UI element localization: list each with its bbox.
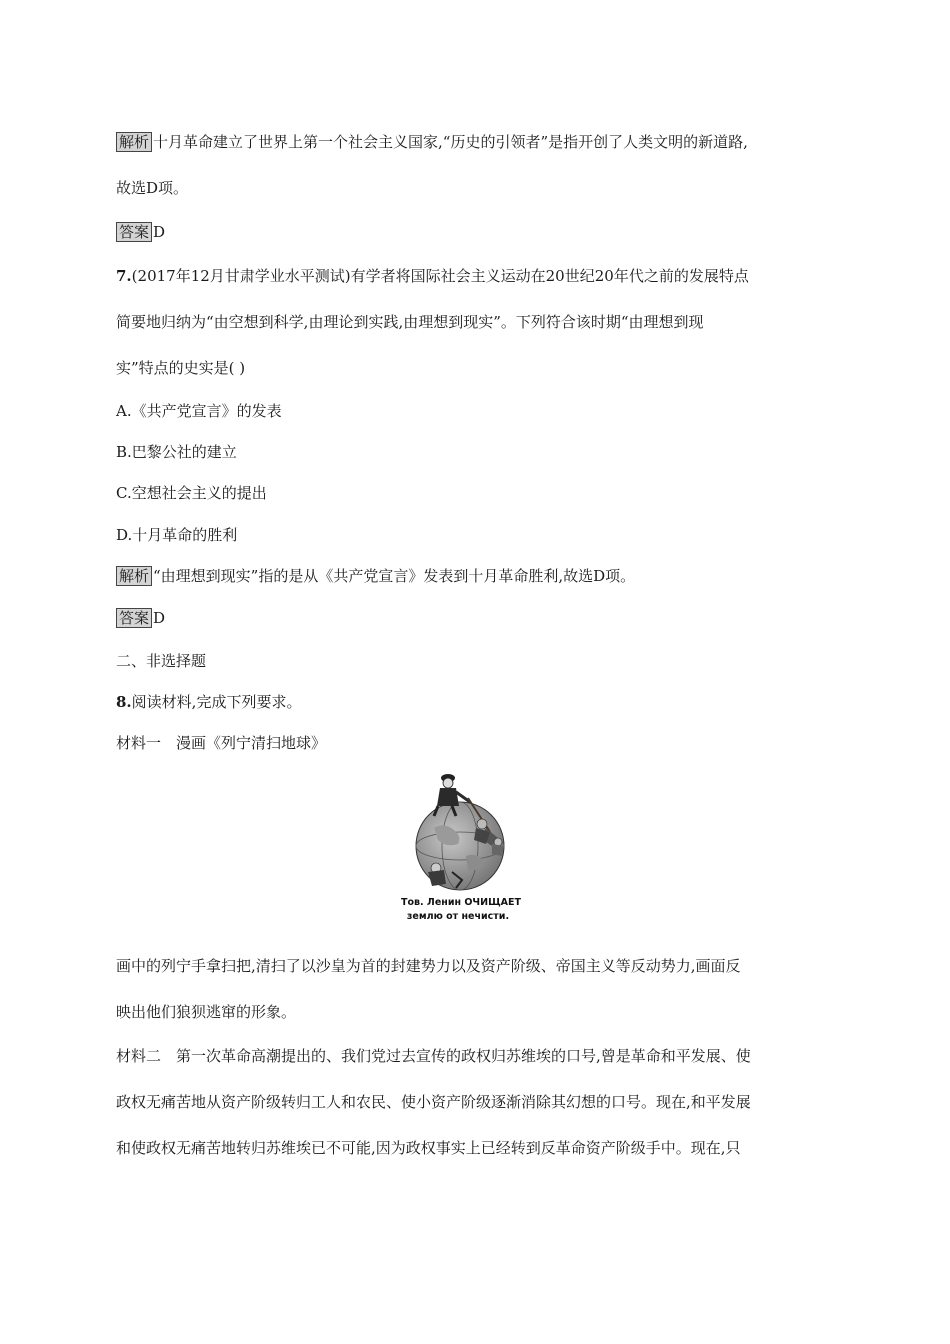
q7-number: 7. — [116, 267, 132, 285]
q6-analysis-line2: 故选D项。 — [116, 179, 189, 197]
q8-material2-line2: 政权无痛苦地从资产阶级转归工人和农民、使小资产阶级逐渐消除其幻想的口号。现在,和平发展 — [116, 1093, 751, 1111]
q8-material2-line3: 和使政权无痛苦地转归苏维埃已不可能,因为政权事实上已经转到反革命资产阶级手中。现在,只 — [116, 1139, 741, 1157]
q7-option-c: C.空想社会主义的提出 — [116, 484, 267, 502]
analysis-label: 解析 — [116, 566, 152, 586]
answer-label: 答案 — [116, 222, 152, 242]
answer-label: 答案 — [116, 608, 152, 628]
q7-answer-value: D — [153, 609, 166, 627]
q6-analysis-line1 — [116, 132, 748, 152]
q7-stem-line3: 实”特点的史实是( ) — [116, 359, 246, 377]
q6-answer — [116, 222, 165, 242]
q6-analysis-text: 十月革命建立了世界上第一个社会主义国家,“历史的引领者”是指开创了人类文明的新道路, — [153, 133, 748, 151]
q7-analysis — [116, 566, 635, 586]
cartoon-caption-line2: землю от нечисти. — [406, 911, 510, 922]
q7-analysis-text: “由理想到现实”指的是从《共产党宣言》发表到十月革命胜利,故选D项。 — [153, 567, 636, 585]
q7-option-b: B.巴黎公社的建立 — [116, 443, 237, 461]
q7-option-a: A.《共产党宣言》的发表 — [116, 402, 282, 420]
lenin-cartoon-image — [394, 768, 528, 924]
analysis-label: 解析 — [116, 132, 152, 152]
q6-answer-value: D — [153, 223, 166, 241]
section2-title: 二、非选择题 — [116, 652, 207, 670]
cartoon-caption-line1: Тов. Ленин ОЧИЩАЕТ — [401, 897, 521, 908]
q7-option-d: D.十月革命的胜利 — [116, 526, 238, 544]
q7-stem-line1 — [116, 266, 749, 286]
q8-material1-title: 材料一 漫画《列宁清扫地球》 — [116, 734, 327, 752]
q8-desc-line2: 映出他们狼狈逃窜的形象。 — [116, 1003, 297, 1021]
q8-prompt-line — [116, 692, 301, 712]
q8-desc-line1: 画中的列宁手拿扫把,清扫了以沙皇为首的封建势力以及资产阶级、帝国主义等反动势力,画面反 — [116, 957, 741, 975]
q7-stem-text1: (2017年12月甘肃学业水平测试)有学者将国际社会主义运动在20世纪20年代之前的发展特点 — [131, 267, 749, 285]
q8-material2-line1: 材料二 第一次革命高潮提出的、我们党过去宣传的政权归苏维埃的口号,曾是革命和平发展、使 — [116, 1047, 751, 1065]
q8-prompt: 阅读材料,完成下列要求。 — [131, 693, 302, 711]
q8-number: 8. — [116, 693, 132, 711]
q7-answer — [116, 608, 165, 628]
q7-stem-line2: 简要地归纳为“由空想到科学,由理论到实践,由理想到现实”。下列符合该时期“由理想到现 — [116, 313, 704, 331]
